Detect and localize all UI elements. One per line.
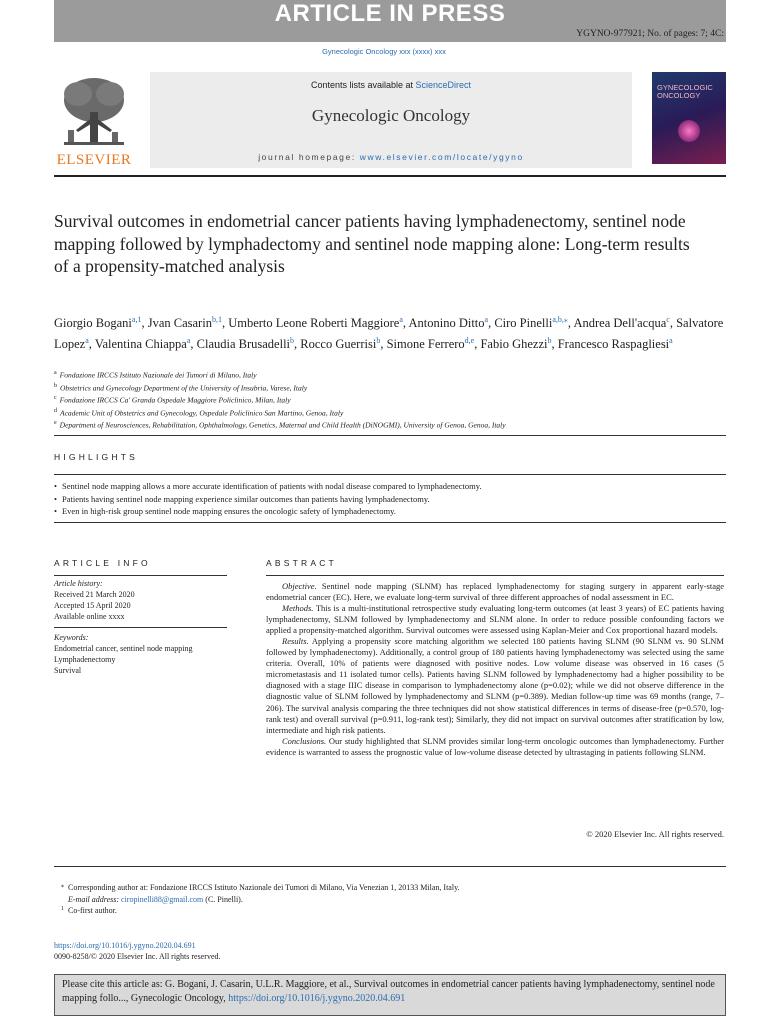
- citation-text: Please cite this article as: G. Bogani, J. Casarin, U.L.R. Maggiore, et al., Survival outcomes in endometrial cancer patients having lymphadenectomy, sentinel node mapping follo..., Gynecologic Oncology,: [62, 979, 715, 1004]
- author[interactable]: [408, 316, 494, 330]
- keyword: Lymphadenectomy: [54, 655, 116, 664]
- author-separator: ,: [669, 316, 677, 331]
- affiliation: [54, 393, 726, 406]
- cover-title-line-1: GYNECOLOGIC: [657, 83, 713, 92]
- cofirst-note: [54, 905, 726, 917]
- footnote-divider: [54, 866, 726, 867]
- affiliation-key: c: [54, 395, 57, 401]
- highlight-item: • Even in high-risk group sentinel node mapping ensures the oncologic safety of lymphadenectomy.: [54, 505, 726, 518]
- doi-block: [54, 940, 221, 962]
- author-affiliation-mark[interactable]: a: [484, 315, 489, 324]
- author[interactable]: [148, 316, 228, 330]
- author-name: Simone Ferrero: [386, 337, 465, 352]
- highlights-rule-bottom: [54, 522, 726, 523]
- author-separator: ,: [551, 337, 558, 352]
- author[interactable]: [228, 316, 408, 330]
- author[interactable]: [300, 337, 386, 351]
- journal-homepage: [150, 152, 632, 162]
- journal-title: Gynecologic Oncology: [311, 106, 471, 125]
- author-name: Ciro Pinelli: [494, 316, 553, 331]
- methods-text: This is a multi-institutional retrospective study evaluating long-term outcomes (at least 3 years) of EC patients having lymphadenectomy, SLNM followed by lymphadenectomy and SLNM alone. In order to reduce possible confounding factors we applied a propensity-matched algorithm. Survival outcomes were assessed using Kaplan-Meier and Cox proportional hazard models.: [266, 603, 724, 636]
- elsevier-tree-logo-icon: [54, 72, 134, 168]
- highlights-rule-top: [54, 474, 726, 475]
- author-affiliation-mark[interactable]: a,b,⁎: [552, 315, 568, 324]
- author-name: Francesco Raspagliesi: [557, 337, 670, 352]
- keyword: Endometrial cancer, sentinel node mapping: [54, 644, 193, 653]
- affiliation-key: e: [54, 420, 57, 426]
- citation-doi-link[interactable]: https://doi.org/10.1016/j.ygyno.2020.04.691: [228, 993, 406, 1004]
- corresponding-text: Corresponding author at: Fondazione IRCCS Istituto Nazionale dei Tumori di Milano, Via Venezian 1, 20133 Milan, Italy.: [68, 883, 460, 892]
- author-name: Valentina Chiappa: [94, 337, 187, 352]
- email-note: [54, 894, 726, 906]
- affiliation: [54, 406, 726, 419]
- affiliation-text: Fondazione IRCCS Ca' Granda Ospedale Maggiore Policlinico, Milan, Italy: [59, 395, 291, 405]
- conclusions-text: Our study highlighted that SLNM provides similar long-term oncologic outcomes than lymphadenectomy. Further evidence is warranted to assess the prognostic value of low-volume disease detected by ultrastaging in patients following SLNM.: [266, 735, 724, 757]
- author-affiliation-mark[interactable]: a: [669, 336, 673, 346]
- author-affiliation-mark[interactable]: b,1: [211, 315, 222, 324]
- author[interactable]: [573, 316, 676, 330]
- abstract-copyright: © 2020 Elsevier Inc. All rights reserved.: [586, 829, 724, 839]
- issn-line: 0090-8258/© 2020 Elsevier Inc. All rights reserved.: [54, 952, 221, 961]
- abstract-rule: [266, 575, 724, 576]
- cofirst-mark: 1: [61, 906, 64, 912]
- author-name: Giorgio Bogani: [54, 316, 132, 331]
- corresponding-mark: ⁎: [61, 883, 64, 889]
- affiliation-text: Academic Unit of Obstetrics and Gynecology, Ospedale Policlinico San Martino, Genoa, Italy: [60, 408, 344, 417]
- sciencedirect-link[interactable]: ScienceDirect: [415, 80, 472, 90]
- objective-label: Objective.: [282, 581, 317, 591]
- author-name: Fabio Ghezzi: [480, 337, 548, 352]
- affiliation: [54, 381, 726, 394]
- history-online: Available online xxxx: [54, 612, 125, 621]
- affiliation-text: Fondazione IRCCS Istituto Nazionale dei Tumori di Milano, Italy: [59, 370, 257, 380]
- objective-text: Sentinel node mapping (SLNM) has replaced lymphadenectomy for staging surgery in apparent early-stage endometrial cancer (EC). Here, we evaluate long-term survival of three different approaches of nodal assessment in EC.: [266, 581, 724, 603]
- article-info-rule: [54, 575, 227, 576]
- affiliation-key: b: [54, 382, 57, 389]
- author-name: Salvatore Lopez: [54, 316, 724, 352]
- author-affiliation-mark[interactable]: a,1: [131, 315, 142, 324]
- keywords-label: Keywords:: [54, 633, 89, 642]
- author[interactable]: [387, 337, 481, 351]
- author-affiliation-mark[interactable]: c: [666, 315, 670, 324]
- email-suffix: (C. Pinelli).: [203, 894, 243, 904]
- highlights-heading: HIGHLIGHTS: [54, 452, 138, 462]
- author-separator: ,: [474, 337, 481, 352]
- author-separator: ,: [402, 316, 409, 331]
- contents-prefix: Contents lists available at: [310, 80, 416, 90]
- article-in-press-banner: [54, 0, 726, 42]
- conclusions-label: Conclusions.: [282, 735, 327, 746]
- author[interactable]: [95, 337, 197, 351]
- info-divider: [54, 627, 227, 628]
- author-separator: ,: [567, 316, 574, 331]
- journal-ref-link[interactable]: Gynecologic Oncology xxx (xxxx) xxx: [322, 47, 446, 56]
- abstract-body: [266, 581, 724, 758]
- history-accepted: Accepted 15 April 2020: [54, 601, 131, 610]
- affiliation-key: a: [54, 370, 57, 376]
- author-separator: ,: [88, 337, 95, 352]
- affiliation-text: Obstetrics and Gynecology Department of the University of Insubria, Varese, Italy: [60, 383, 308, 392]
- affiliation-divider: [54, 435, 726, 436]
- masthead: [54, 72, 726, 172]
- cofirst-text: Co-first author.: [68, 906, 117, 915]
- author-email-link[interactable]: ciropinelli88@gmail.com: [121, 894, 204, 904]
- author-separator: ,: [488, 316, 495, 331]
- author-separator: ,: [380, 337, 387, 352]
- author-name: Umberto Leone Roberti Maggiore: [228, 316, 400, 331]
- banner-title: ARTICLE IN PRESS: [274, 0, 506, 27]
- keyword: Survival: [54, 666, 82, 675]
- abstract-objective: [266, 581, 724, 603]
- author[interactable]: [494, 316, 573, 330]
- author-list: [54, 311, 726, 353]
- doi-link[interactable]: https://doi.org/10.1016/j.ygyno.2020.04.691: [54, 941, 196, 950]
- author-separator: ,: [221, 316, 229, 331]
- affiliation-key: d: [54, 407, 57, 414]
- masthead-divider: [54, 175, 726, 177]
- results-text: Applying a propensity score matching algorithm we selected 180 patients having SLNM (90 SLNM vs. 90 SLNM followed by lymphadenectomy). Additionally, a control group of 180 patients having lymphadenectomy was selected using the same criteria. Overall, 10% of patients were diagnosed with positive nodes. Low volume disease was observed in 16 cases (5 micrometastasis and 11 isolated tumor cells). Patients having SLNM followed by lymphadenectomy had a higher possibility to be diagnosed with a stage IIIC disease in comparison to lymphadenectomy alone (p=0.02); while we did not observe difference in the diagnostic value of SLNM followed by lymphadenectomy and SLNM (p=0.389). Median follow-up time was 69 months (range, 7–206). The survival analysis comparing the three techniques did not show statistical differences in terms of disease-free (p=0.570, log-rank test) and overall survival (p=0.911, log-rank test); Similarly, they did not impact on survival outcomes after stratification by low, intermediate and high risk patients.: [266, 636, 724, 735]
- author[interactable]: [197, 337, 301, 351]
- author-name: Rocco Guerrisi: [300, 337, 377, 352]
- journal-masthead-box: [150, 72, 632, 168]
- affiliation-list: [54, 368, 726, 431]
- article-title: Survival outcomes in endometrial cancer patients having lymphadenectomy, sentinel node mapping followed by lymphadectomy and sentinel node mapping alone: Long-term results of a propensity-matched analysis: [54, 211, 690, 276]
- author[interactable]: [480, 337, 557, 351]
- cover-title: [657, 84, 713, 100]
- affiliation: [54, 368, 726, 381]
- cover-title-line-2: ONCOLOGY: [657, 91, 701, 100]
- history-label: Article history:: [54, 579, 103, 588]
- affiliation-text: Department of Neurosciences, Rehabilitation, Ophthalmology, Genetics, Maternal and Child Health (DiNOGMI), University of Genoa, Genoa, Italy: [59, 420, 506, 430]
- author-name: Andrea Dell'acqua: [573, 316, 667, 331]
- author[interactable]: [54, 316, 148, 330]
- author-affiliation-mark[interactable]: a: [399, 315, 403, 324]
- author-affiliation-mark[interactable]: a: [85, 336, 89, 346]
- cover-graphic: [678, 120, 700, 142]
- footnotes: [54, 882, 726, 917]
- highlight-item: • Sentinel node mapping allows a more accurate identification of patients with nodal disease compared to lymphadenectomy.: [54, 480, 726, 493]
- methods-label: Methods.: [282, 603, 314, 614]
- highlight-item: • Patients having sentinel node mapping experience similar outcomes than patients having lymphadenectomy.: [54, 493, 726, 506]
- author-affiliation-mark[interactable]: b: [290, 336, 295, 346]
- corresponding-author-note: [54, 882, 726, 894]
- abstract-conclusions: [266, 736, 724, 758]
- author-affiliation-mark[interactable]: d,e: [464, 336, 475, 346]
- history-received: Received 21 March 2020: [54, 590, 135, 599]
- author-name: Antonino Ditto: [408, 316, 485, 331]
- homepage-prefix: journal homepage:: [258, 152, 360, 162]
- author-affiliation-mark[interactable]: b: [376, 336, 381, 346]
- author-name: Jvan Casarin: [147, 316, 212, 331]
- manuscript-ref: YGYNO-977921; No. of pages: 7; 4C:: [576, 29, 724, 39]
- abstract-heading: ABSTRACT: [266, 558, 337, 568]
- author-separator: ,: [190, 337, 197, 352]
- author-affiliation-mark[interactable]: b: [547, 336, 552, 346]
- journal-cover-image: [652, 72, 726, 164]
- abstract-results: [266, 636, 724, 735]
- author-separator: ,: [141, 316, 148, 331]
- email-label: E-mail address:: [68, 894, 122, 904]
- article-info-heading: ARTICLE INFO: [54, 558, 151, 568]
- publisher-logo-text: ELSEVIER: [56, 152, 132, 168]
- contents-line: [150, 80, 632, 90]
- homepage-link[interactable]: www.elsevier.com/locate/ygyno: [359, 152, 524, 162]
- author[interactable]: [558, 337, 673, 351]
- author-affiliation-mark[interactable]: a: [186, 336, 191, 346]
- results-label: Results.: [282, 636, 309, 647]
- affiliation: [54, 418, 726, 431]
- article-info: [54, 578, 227, 676]
- highlights-list: [54, 480, 726, 518]
- author-name: Claudia Brusadelli: [196, 337, 291, 352]
- citation-box: [54, 974, 726, 1016]
- abstract-methods: [266, 603, 724, 636]
- author-separator: ,: [294, 337, 301, 352]
